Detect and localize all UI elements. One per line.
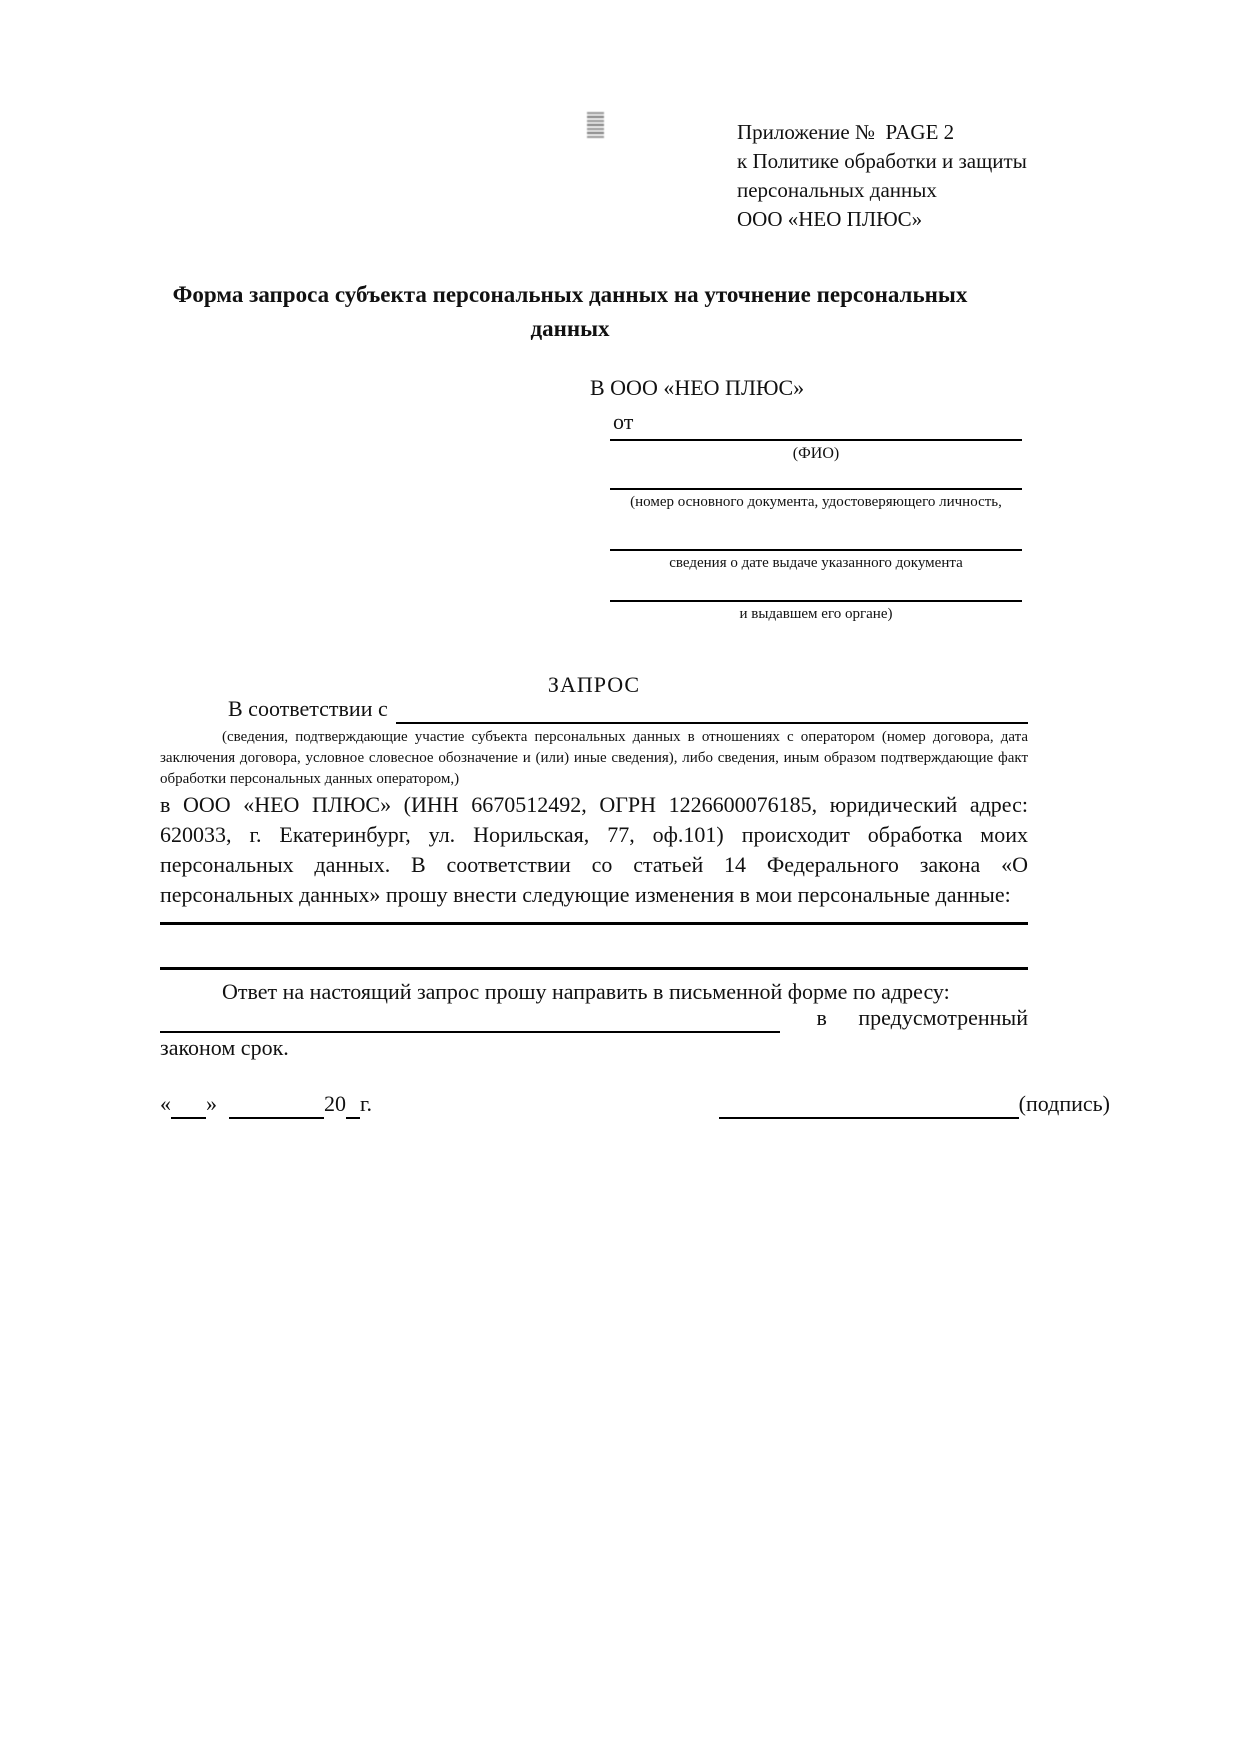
appendix-header	[737, 118, 1028, 234]
response-line-2-tail: в предусмотренный	[816, 1005, 1028, 1030]
date-group	[160, 1089, 372, 1119]
response-line-1: Ответ на настоящий запрос прошу направить в письменной форме по адресу:	[222, 979, 950, 1004]
response-line-2	[160, 1007, 1028, 1033]
date-quote-close: »	[206, 1091, 217, 1116]
date-year-blank	[346, 1095, 360, 1119]
date-year-prefix: 20	[324, 1091, 346, 1116]
response-line-3: законом срок.	[160, 1035, 289, 1060]
request-heading: ЗАПРОС	[547, 672, 641, 697]
issuing-authority-blank-line	[610, 574, 1022, 602]
signature-caption: (подпись)	[1018, 1091, 1110, 1116]
signature-group	[719, 1089, 1110, 1119]
date-month-blank	[229, 1095, 324, 1119]
document-number-blank-line	[610, 464, 1022, 490]
date-day-blank	[171, 1095, 206, 1119]
policy-line-2: персональных данных	[737, 178, 937, 202]
changes-blank-line-2	[160, 925, 1028, 970]
addressee-fields	[610, 435, 1022, 625]
fio-caption: (ФИО)	[792, 445, 840, 462]
field-issue-date	[610, 513, 1022, 574]
date-signature-row	[160, 1089, 1110, 1119]
document-content	[160, 0, 1110, 1119]
issue-date-blank-line	[610, 513, 1022, 551]
request-intro-line	[160, 698, 1028, 724]
addressee-from-label: от	[613, 409, 634, 434]
issuing-authority-caption: и выдавшем его органе)	[739, 606, 893, 622]
appendix-number-line: Приложение № PAGE 2	[737, 120, 955, 144]
addressee-to: В ООО «НЕО ПЛЮС»	[590, 375, 805, 400]
field-fio	[610, 435, 1022, 464]
intro-blank-line	[396, 698, 1028, 724]
intro-footnote: (сведения, подтверждающие участие субъекта персональных данных в отношениях с оператором (номер договора, дата заключения договора, условное словесное обозначение и (или) иные сведения), либо сведения, иным образом подтверждающие факт обработки персональных данных оператором,)	[160, 729, 1028, 787]
signature-blank-line	[719, 1095, 1019, 1119]
organization-name: ООО «НЕО ПЛЮС»	[737, 207, 923, 231]
field-document-number	[610, 464, 1022, 513]
form-title: Форма запроса субъекта персональных данных на уточнение персональных данных	[172, 282, 968, 341]
date-quote-open: «	[160, 1091, 171, 1116]
intro-prefix: В соответствии с	[228, 696, 388, 721]
issue-date-caption: сведения о дате выдаче указанного документа	[669, 555, 963, 571]
request-body: в ООО «НЕО ПЛЮС» (ИНН 6670512492, ОГРН 1226600076185, юридический адрес: 620033, г. Екатеринбург, ул. Норильская, 77, оф.101) происходит обработка моих персональных данных. В соответствии со статьей 14 Федерального закона «О персональных данных» прошу внести следующие изменения в мои персональные данные:	[160, 792, 1028, 907]
policy-line-1: к Политике обработки и защиты	[737, 149, 1027, 173]
field-issuing-authority	[610, 574, 1022, 625]
changes-blank-line-1	[160, 910, 1028, 925]
date-year-suffix: г.	[360, 1091, 373, 1116]
address-blank-line	[160, 1007, 780, 1033]
document-number-caption: (номер основного документа, удостоверяющего личность,	[630, 494, 1002, 510]
